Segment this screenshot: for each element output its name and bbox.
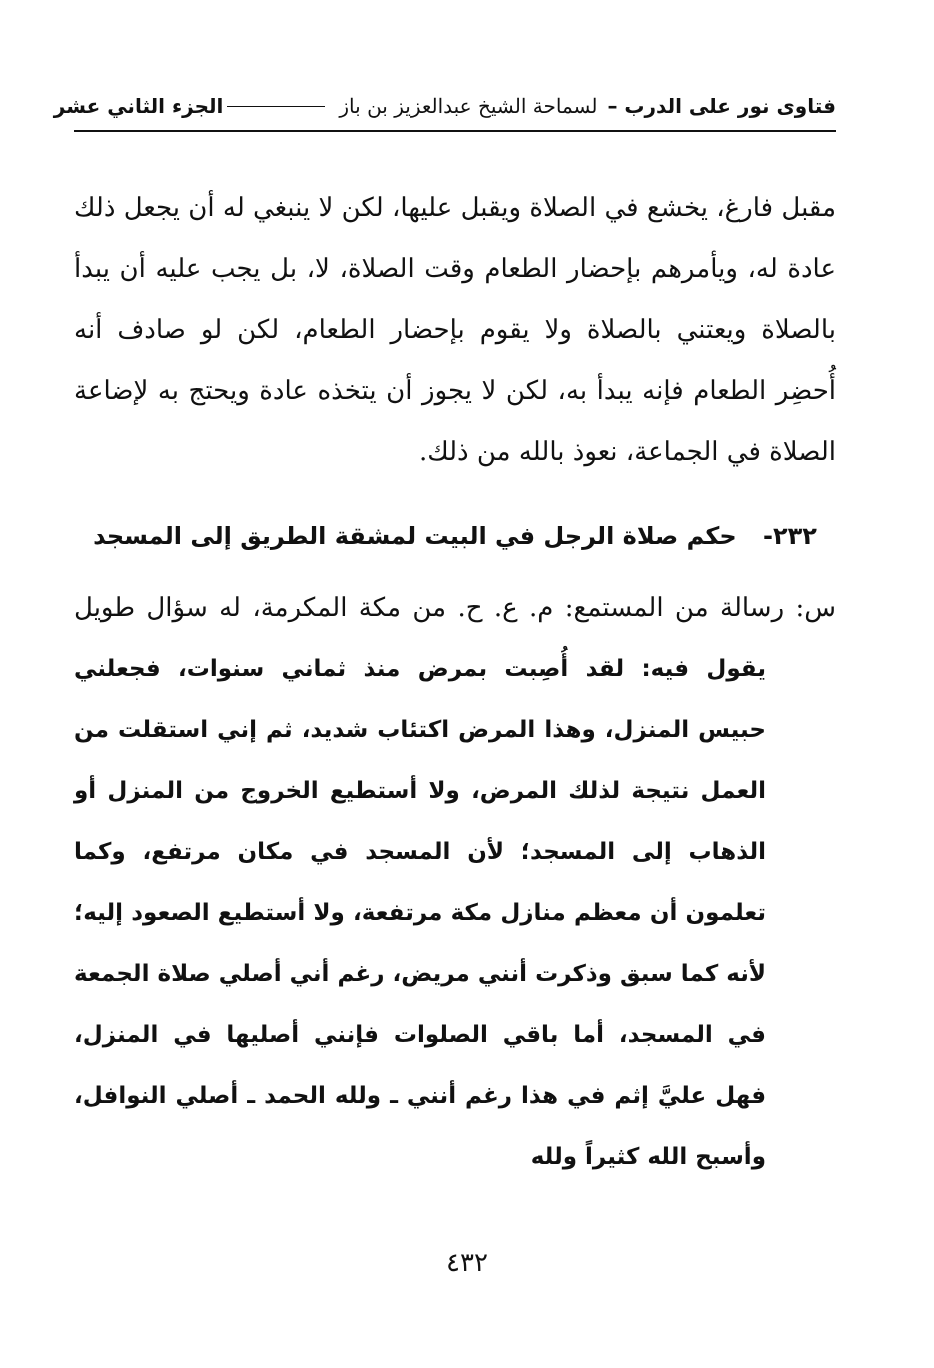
running-header [53, 86, 836, 126]
question-block [74, 578, 836, 1188]
header-divider [74, 130, 836, 132]
section-number: ٢٣٢- [763, 522, 817, 550]
volume-label: الجزء الثاني عشر [53, 94, 224, 118]
continuation-paragraph: مقبل فارغ، يخشع في الصلاة ويقبل عليها، لكن لا ينبغي له أن يجعل ذلك عادة له، ويأمرهم بإحضار الطعام وقت الصلاة، لا، بل يجب عليه أن يبدأ بالصلاة ويعتني بالصلاة ولا يقوم بإحضار الطعام، لكن لو صادف أنه أُحضِر الطعام فإنه يبدأ به، لكن لا يجوز أن يتخذه عادة ويحتج به لإضاعة الصلاة في الجماعة، نعوذ بالله من ذلك. [74, 193, 836, 467]
header-dash-rule [227, 106, 325, 107]
question-lead: س: رسالة من المستمع: م. ع. ح. من مكة المكرمة، له سؤال طويل [74, 593, 836, 623]
question-body: يقول فيه: لقد أُصِبت بمرض منذ ثماني سنوات، فجعلني حبيس المنزل، وهذا المرض اكتئاب شديد، ثم إني استقلت من العمل نتيجة لذلك المرض، ولا أستطيع الخروج من المنزل أو الذهاب إلى المسجد؛ لأن المسجد في مكان مرتفع، وكما تعلمون أن معظم منازل مكة مرتفعة، ولا أستطيع الصعود إليه؛ لأنه كما سبق وذكرت أنني مريض، رغم أني أصلي صلاة الجمعة في المسجد، أما باقي الصلوات فإنني أصليها في المنزل، فهل عليَّ إثم في هذا رغم أنني ـ ولله الحمد ـ أصلي النوافل، وأسبح الله كثيراً ولله [74, 656, 766, 1170]
header-title-group [223, 94, 836, 118]
section-title-text: حكم صلاة الرجل في البيت لمشقة الطريق إلى المسجد [93, 522, 737, 550]
page-number: ٤٣٢ [446, 1248, 488, 1278]
book-title: فتاوى نور على الدرب – [607, 94, 836, 118]
section-heading [74, 508, 836, 564]
author-name: لسماحة الشيخ عبدالعزيز بن باز [339, 94, 598, 118]
